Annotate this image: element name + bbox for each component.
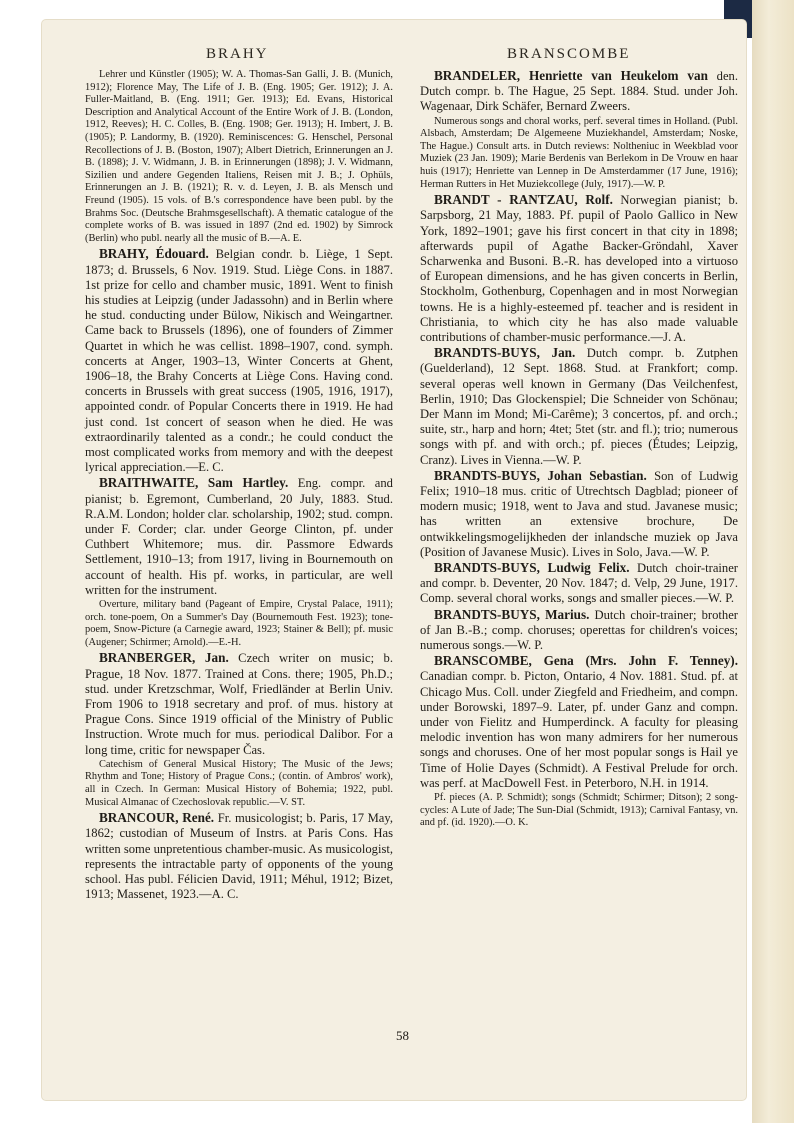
dictionary-entry xyxy=(420,192,738,345)
dictionary-entry xyxy=(85,475,393,598)
dictionary-entry xyxy=(85,810,393,902)
entry-text: Eng. compr. and pianist; b. Egremont, Cumberland, 20 July, 1883. Stud. R.A.M. London; holder clar. scholarship, 1902; stud. compn. under F. Corder; clar. under George Clinton, pf. under Cuthbert Whitemore; mus. dir. Passmore Edwards Settlement, 1910–13; from 1917, living in Bournemouth on account of health. His pf. works, in particular, are well written for the instrument. xyxy=(85,476,393,597)
dictionary-entry xyxy=(420,345,738,468)
dictionary-entry xyxy=(420,560,738,607)
entry-headword: BRAITHWAITE, Sam Hartley. xyxy=(99,475,289,491)
dictionary-entry xyxy=(85,246,393,475)
entry-text: Belgian condr. b. Liège, 1 Sept. 1873; d. Brussels, 6 Nov. 1919. Stud. Liège Cons. in 1887. 1st prize for cello and chamber music, 1891. Went to finish his studies at Leipzig (under Jadassohn) and in Berlin where he stud. conducting under Bülow, Nikisch and Weingartner. Came back to Brussels (1896), one of founders of Zimmer Quartet in which he was cellist. 1898–1907, cond. symph. concerts at Anger, 1903–13, Winter Concerts at Ghent, 1906–18, the Brahy Concerts at Liège Cons. Having cond. concerts in Brussels with great success (1905, 1916, 1917), appointed condr. of Popular Concerts there in 1919. He had just cond. 1st concert of season when he died. He was extraordinarily talented as a condr.; he could conduct the most complicated works from memory and with the deepest lyrical appreciation.—E. C. xyxy=(85,247,393,475)
right-column xyxy=(420,68,738,831)
entry-note: Numerous songs and choral works, perf. several times in Holland. (Publ. Alsbach, Amsterdam; De Algemeene Muziekhandel, Amsterdam; Noske, The Hague.) Consult arts. in Dutch reviews: Noltheniuс in Weekblad voor Muziek (23 Jan. 1909); Marie Berdenis van Berlekom in De Vrouw en haar huis (1917); Henriette van Lennep in De Amsterdammer (17 June, 1916); Herman Rutters in Het Muziekcollege (July, 1917).—W. P. xyxy=(420,115,738,190)
entry-text: Dutch compr. b. Zutphen (Guelderland), 12 Sept. 1868. Stud. at Frankfort; comp. several operas well known in Germany (Das Veilchenfest, Berlin, 1910; Das Glockenspiel; Die Schneider von Schönau; Der Mann im Mond; Mi-Carême); 3 concertos, pf. and orch.; suite, str., harp and horn; 4tet; 5tet (str. and fl.); trio; numerous songs with pf. and with orch.; pf. pieces (Études; Leipzig, Cranz). Lives in Vienna.—W. P. xyxy=(420,346,738,467)
left-column xyxy=(85,68,393,902)
entry-note: Overture, military band (Pageant of Empire, Crystal Palace, 1911); orch. tone-poem, On a Summer's Day (Bournemouth Fest. 1923); tone-poem, Snow-Picture (a Carnegie award, 1923; Stainer & Bell); pf. music (Augener; Schirmer; Arnold).—E.-H. xyxy=(85,598,393,648)
entry-headword: BRANDTS-BUYS, Ludwig Felix. xyxy=(434,560,630,576)
entry-headword: BRANSCOMBE, Gena (Mrs. John F. Tenney). xyxy=(434,653,738,669)
entry-headword: BRANBERGER, Jan. xyxy=(99,650,229,666)
entry-headword: BRANDTS-BUYS, Jan. xyxy=(434,345,576,361)
page-edge xyxy=(752,0,794,1123)
dictionary-entry xyxy=(420,653,738,791)
entry-text: Fr. musicologist; b. Paris, 17 May, 1862; custodian of Museum of Instrs. at Paris Cons. Has written some unpretentious chamber-music. As musicologist, represents the intractable party of opponents of the young school. Has publ. Félicien David, 1911; Méhul, 1912; Bizet, 1913; Massenet, 1923.—A. C. xyxy=(85,811,394,902)
entry-note: Catechism of General Musical History; The Music of the Jews; Rhythm and Tone; History of Prague Cons.; (contin. of Ambros' work), all in Czech. In German: Musical History of Bohemia; 1922, publ. Musical Almanac of Czechoslovak republic.—V. ST. xyxy=(85,758,393,808)
entry-headword: BRANDT - RANTZAU, Rolf. xyxy=(434,192,613,208)
entry-text: Norwegian pianist; b. Sarpsborg, 21 May, 1883. Pf. pupil of Paolo Gallico in New York, 1892–1901; gave his first concert in that city in 1898; afterwards pupil of Agathe Backer-Gröndahl, Xaver Scharwenka and Busoni. B.-R. has developed into a virtuoso of European dimensions, and he has given concerts in Berlin, Stockholm, Gothenburg, Copenhagen and in most Norwegian towns. He is a highly-esteemed pf. teacher and is resident in Christiania, to which city he has also made valuable contributions of chamber-music performance.—J. A. xyxy=(420,193,738,344)
entry-text: den. Dutch compr. b. The Hague, 25 Sept. 1884. Stud. under Joh. Wagenaar, Dirk Schäfer, Bernard Zweers. xyxy=(420,69,738,114)
running-head-right: BRANSCOMBE xyxy=(507,46,631,62)
entry-note: Lehrer und Künstler (1905); W. A. Thomas-San Galli, J. B. (Munich, 1912); Florence May, The Life of J. B. (Eng. 1905; Ger. 1912); J. A. Fuller-Maitland, B. (Eng. 1911; Ger. 1913); Ed. Evans, Historical Description and Analytical Account of the Entire Work of J. B. (London, 1912, Reeves); H. C. Colles, B. (Eng. 1908; Ger. 1913); H. Imbert, J. B. (1905); P. Landormy, B. (1920). Reminiscences: G. Henschel, Personal Recollections of J. B. (Boston, 1907); Albert Dietrich, Erinnerungen an J. B. (1898); J. V. Widmann, J. B. in Erinnerungen (1898); J. V. Widmann, Sizilien und andere Gegenden Italiens, Reisen mit J. B.; J. Ophüls, Erinnerungen an J. B. (1921); R. v. d. Leyen, J. B. als Mensch und Freund (1905). 15 vols. of B.'s correspondence have been publ. by the Brahms Soc. (Deutsche Brahmsgesellschaft). A thematic catalogue of the complete works of B. was issued in 1897 (2nd ed. 1902) by Simrock (Berlin) who publ. nearly all the music of B.—A. E. xyxy=(85,69,393,244)
entry-headword: BRANCOUR, René. xyxy=(99,810,215,826)
entry-headword: BRAHY, Édouard. xyxy=(99,246,209,262)
entry-text: Dutch choir-trainer and compr. b. Deventer, 20 Nov. 1847; d. Velp, 29 June, 1917. Comp. several choral works, songs and smaller pieces.—W. P. xyxy=(420,561,738,606)
page-number: 58 xyxy=(396,1028,409,1043)
entry-text: Dutch choir-trainer; brother of Jan B.-B.; comp. choruses; operettas for children's voices; numerous songs.—W. P. xyxy=(420,607,738,653)
dictionary-entry xyxy=(420,68,738,115)
entry-headword: BRANDELER, Henriette van Heukelom van xyxy=(434,68,708,83)
entry-headword: BRANDTS-BUYS, Marius. xyxy=(434,606,590,622)
running-head-left: BRAHY xyxy=(206,46,269,62)
entry-headword: BRANDTS-BUYS, Johan Sebastian. xyxy=(434,467,647,483)
entry-text: Czech writer on music; b. Prague, 18 Nov. 1877. Trained at Cons. there; 1905, Ph.D.; stud. under Kretzschmar, Wolf, Friedländer at Berlin Univ. From 1906 to 1918 secretary and prof. of mus. history at Prague Cons. Since 1919 official of the Ministry of Public Instruction. Wrote much for mus. periodical Dalibor. For a long time, critic for newspaper Čas. xyxy=(85,651,393,757)
dictionary-entry xyxy=(420,468,738,560)
entry-text: Canadian compr. b. Picton, Ontario, 4 Nov. 1881. Stud. pf. at Chicago Mus. Coll. under Ziegfeld and Friedheim, and compn. under Borowski, 1897–9. Later, pf. under Ganz and compn. under von Fielitz and Humperdinck. A faculty for pleasing melodic invention has won many admirers for her numerous songs and choruses. One of her most popular songs is Hail ye Time of Holie Dayes (Schmidt). A Festival Prelude for orch. was perf. at MacDowell Fest. in Peterboro, N.H. in 1914. xyxy=(420,669,738,790)
dictionary-entry xyxy=(85,650,393,757)
entry-note: Pf. pieces (A. P. Schmidt); songs (Schmidt; Schirmer; Ditson); 2 song-cycles: A Lute of Jade; The Sun-Dial (Schmidt, 1913); Carnival Fantasy, vn. and pf. (id. 1920).—O. K. xyxy=(420,792,738,829)
dictionary-entry xyxy=(420,607,738,654)
entry-text: Son of Ludwig Felix; 1910–18 mus. critic of Utrechtsch Dagblad; pioneer of modern music; 1918, went to Java and stud. Javanese music; has written an extensive brochure, De ontwikkelingsmogelijkheden der inlandsche muziek op Java (Position of Javanese Music). Lives in Solo, Java.—W. P. xyxy=(420,468,738,559)
